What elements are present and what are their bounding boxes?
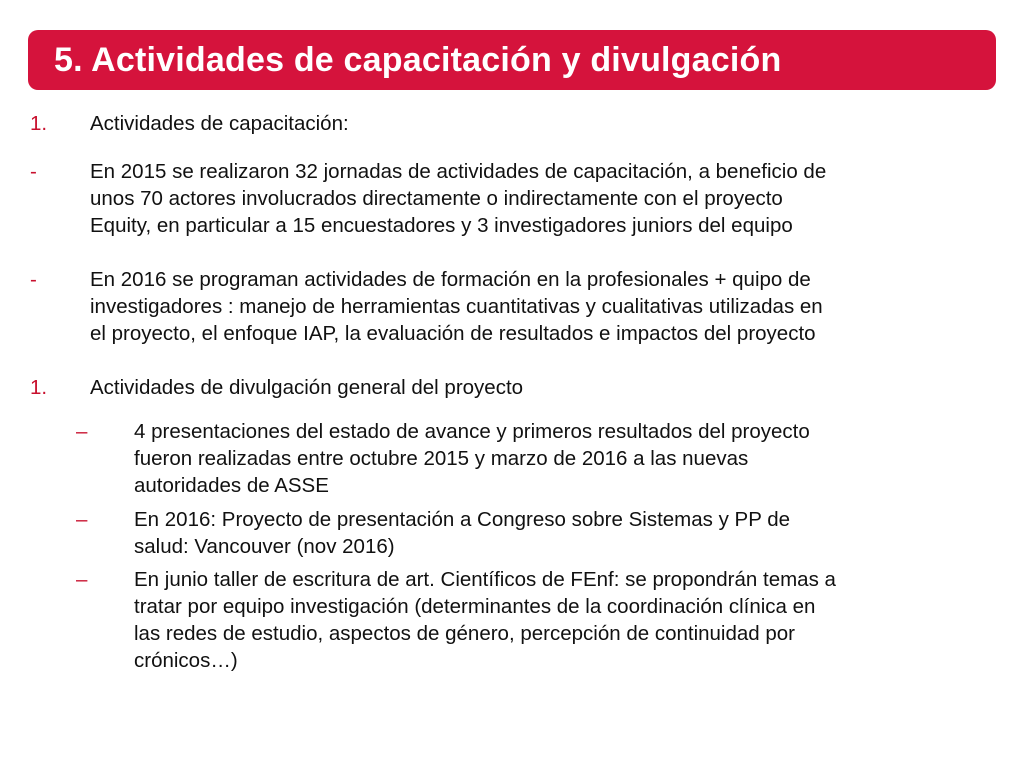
list-marker: - [30, 268, 37, 291]
list-item-text: Actividades de divulgación general del proyecto [90, 376, 524, 399]
list-item-line: Equity, en particular a 15 encuestadores y 3 investigadores juniors del equipo [90, 214, 793, 237]
sub-list-item-congreso [76, 506, 996, 560]
sub-list-marker: – [76, 568, 88, 591]
list-item-2016 [30, 266, 990, 347]
list-marker: - [30, 160, 37, 183]
list-item-line: En junio taller de escritura de art. Científicos de FEnf: se propondrán temas a [134, 568, 836, 591]
list-item-line: tratar por equipo investigación (determinantes de la coordinación clínica en [134, 595, 816, 618]
list-item-line: unos 70 actores involucrados directamente o indirectamente con el proyecto [90, 187, 783, 210]
list-item-line: salud: Vancouver (nov 2016) [134, 535, 395, 558]
list-item-line: En 2015 se realizaron 32 jornadas de actividades de capacitación, a beneficio de [90, 160, 827, 183]
list-marker: 1. [30, 112, 48, 135]
slide-title: 5. Actividades de capacitación y divulgación [54, 40, 782, 79]
sub-list-item-presentaciones [76, 418, 996, 499]
list-item-line: el proyecto, el enfoque IAP, la evaluación de resultados e impactos del proyecto [90, 322, 816, 345]
list-marker: 1. [30, 376, 48, 399]
sub-list-marker: – [76, 420, 88, 443]
sub-list-item-taller [76, 566, 996, 674]
list-item-line: investigadores : manejo de herramientas cuantitativas y cualitativas utilizadas en [90, 295, 823, 318]
list-item-line: las redes de estudio, aspectos de género, percepción de continuidad por [134, 622, 796, 645]
list-item-line: fueron realizadas entre octubre 2015 y marzo de 2016 a las nuevas [134, 447, 749, 470]
sub-list-marker: – [76, 508, 88, 531]
list-item-line: En 2016 se programan actividades de formación en la profesionales + quipo de [90, 268, 811, 291]
list-item-divulgacion-heading [30, 374, 990, 401]
list-item-capacitacion-heading [30, 110, 990, 137]
list-item-2015 [30, 158, 990, 239]
list-item-line: 4 presentaciones del estado de avance y primeros resultados del proyecto [134, 420, 810, 443]
list-item-text: Actividades de capacitación: [90, 112, 349, 135]
list-item-line: En 2016: Proyecto de presentación a Congreso sobre Sistemas y PP de [134, 508, 791, 531]
list-item-line: crónicos…) [134, 649, 238, 672]
list-item-line: autoridades de ASSE [134, 474, 329, 497]
